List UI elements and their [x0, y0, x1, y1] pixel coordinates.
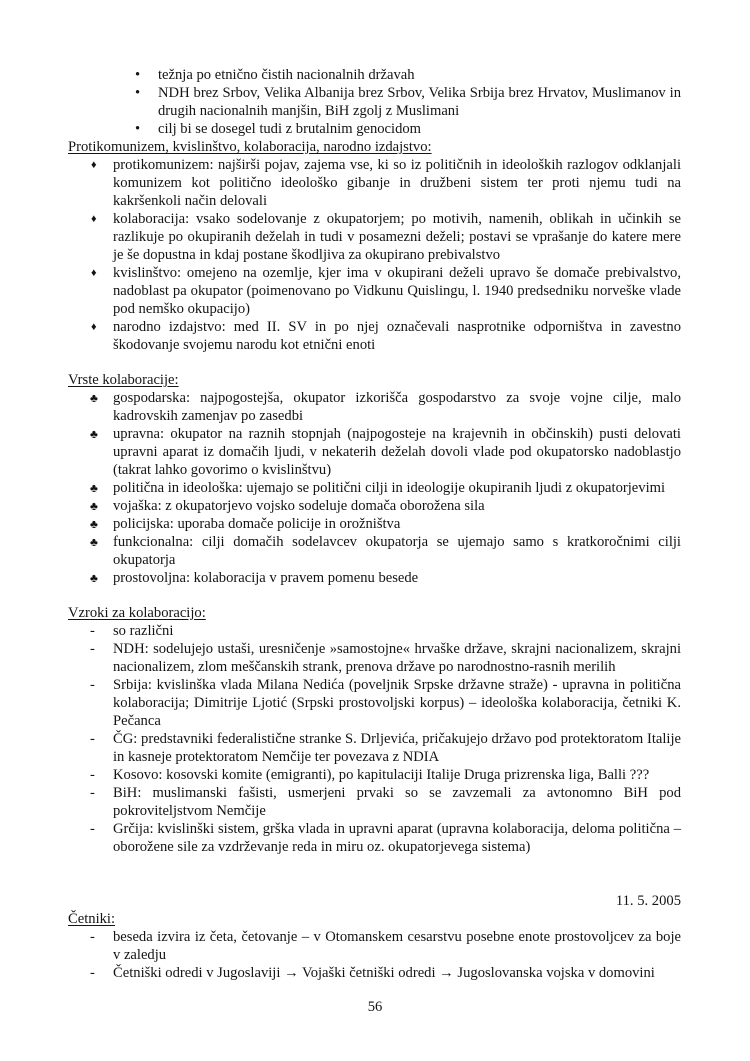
- club-bullet-icon: ♣: [90, 427, 98, 441]
- bullet-dot-icon: •: [135, 121, 141, 137]
- dash-bullet-icon: -: [90, 965, 95, 981]
- list-item: ♣ prostovoljna: kolaboracija v pravem pomenu besede: [90, 570, 419, 586]
- diamond-bullet-icon: ♦: [91, 267, 97, 279]
- page-number: 56: [367, 999, 383, 1015]
- bullet-dot-icon: •: [135, 85, 141, 101]
- list-item: - NDH: sodelujejo ustaši, uresničenje »samostojne« hrvaške države, skrajni nacionalizem, skrajni nacionalizem, zlom meščanskih strank, prenova države po narodnostno-rasnih merilih: [90, 641, 681, 675]
- document-page: [68, 66, 681, 982]
- list-item: ♦ protikomunizem: najširši pojav, zajema vse, ki so iz političnih in ideoloških razlogov odklanjali komunizem kot politično ideološko gibanje in družbeni sistem ter proti njemu tudi na kakršenkoli način delovali: [91, 157, 681, 209]
- club-bullet-icon: ♣: [90, 391, 98, 405]
- spacer: [68, 354, 681, 371]
- diamond-bullet-icon: ♦: [91, 321, 97, 333]
- section-heading-protikomunizem: Protikomunizem, kvislinštvo, kolaboracija, narodno izdajstvo:: [68, 139, 432, 155]
- list-item: - BiH: muslimanski fašisti, usmerjeni prvaki so se zavzemali za avtonomno BiH pod pokroviteljstvom Nemčije: [90, 785, 681, 819]
- bullet-dot-icon: •: [135, 67, 141, 83]
- definitions-list: [68, 156, 681, 354]
- dash-bullet-icon: -: [90, 731, 95, 747]
- dash-bullet-icon: -: [90, 821, 95, 837]
- list-item: • težnja po etnično čistih nacionalnih državah: [135, 67, 415, 83]
- list-item: ♣ politična in ideološka: ujemajo se politični cilji in ideologije okupiranih ljudi z okupatorjevimi: [90, 480, 666, 496]
- section-heading-cetniki: Četniki:: [68, 911, 116, 927]
- spacer: [68, 587, 681, 604]
- date-stamp: 11. 5. 2005: [615, 893, 681, 909]
- club-bullet-icon: ♣: [90, 481, 98, 495]
- list-item: - Srbija: kvislinška vlada Milana Nedića (poveljnik Srpske državne straže) - upravna in politična kolaboracija; Dimitrije Ljotić (Srpski prostovoljski korpus) – ideološka kolaboracija, četniki K. Pečanca: [90, 677, 681, 729]
- list-item: • NDH brez Srbov, Velika Albanija brez Srbov, Velika Srbija brez Hrvatov, Muslimanov in drugih nacionalnih manjšin, BiH zgolj z Muslimani: [135, 85, 681, 119]
- list-item: ♦ kvislinštvo: omejeno na ozemlje, kjer ima v okupirani deželi upravo še domače prebivalstvo, nadoblast pa okupator (poimenovano po Vidkunu Quislingu, l. 1940 predsedniku norveške vlade pod nemško okupacijo): [91, 265, 681, 317]
- list-item: ♣ gospodarska: najpogostejša, okupator izkorišča gospodarstvo za svoje vojne cilje, malo kadrovskih zamenjav po zasedbi: [90, 390, 681, 424]
- list-item: - Kosovo: kosovski komite (emigranti), po kapitulaciji Italije Druga prizrenska liga, Balli ???: [90, 767, 650, 783]
- section-heading-vrste-kolaboracije: Vrste kolaboracije:: [68, 372, 179, 388]
- dash-bullet-icon: -: [90, 785, 95, 801]
- list-item: - beseda izvira iz četa, četovanje – v Otomanskem cesarstvu posebne enote prostovoljcev za boje v zaledju: [90, 929, 681, 963]
- list-item: • cilj bi se dosegel tudi z brutalnim genocidom: [135, 121, 422, 137]
- causes-list: [68, 622, 681, 856]
- club-bullet-icon: ♣: [90, 517, 98, 531]
- diamond-bullet-icon: ♦: [91, 159, 97, 171]
- dash-bullet-icon: -: [90, 929, 95, 945]
- diamond-bullet-icon: ♦: [91, 213, 97, 225]
- dash-bullet-icon: -: [90, 677, 95, 693]
- cetniki-list: [68, 928, 681, 982]
- dash-bullet-icon: -: [90, 641, 95, 657]
- intro-bullet-list: [68, 66, 681, 138]
- list-item: ♦ narodno izdajstvo: med II. SV in po njej označevali nasprotnike odporništva in zavestno škodovanje svojemu narodu kot etnični enoti: [91, 319, 681, 353]
- list-item: - so različni: [90, 623, 174, 639]
- dash-bullet-icon: -: [90, 767, 95, 783]
- club-bullet-icon: ♣: [90, 571, 98, 585]
- list-item: - ČG: predstavniki federalistične stranke S. Drljevića, pričakujejo državo pod protektoratom Italije in kasneje protektoratom Nemčije ter povezava z NDIA: [90, 731, 681, 765]
- club-bullet-icon: ♣: [90, 499, 98, 513]
- list-item: ♣ vojaška: z okupatorjevo vojsko sodeluje domača oborožena sila: [90, 498, 485, 514]
- section-heading-vzroki: Vzroki za kolaboracijo:: [68, 605, 206, 621]
- spacer: [68, 856, 681, 892]
- list-item: - Četniški odredi v Jugoslaviji → Vojaški četniški odredi → Jugoslovanska vojska v domovini: [90, 965, 655, 981]
- list-item: ♣ upravna: okupator na raznih stopnjah (najpogosteje na krajevnih in občinskih) pusti delovati upravni aparat iz domačih ljudi, v nekaterih deželah dovoli vlade pod okupatorsko nadoblastjo (takrat lahko govorimo o kvislinštvu): [90, 426, 681, 478]
- dash-bullet-icon: -: [90, 623, 95, 639]
- club-bullet-icon: ♣: [90, 535, 98, 549]
- list-item: ♦ kolaboracija: vsako sodelovanje z okupatorjem; po motivih, namenih, oblikah in učinkih se razlikuje po okupiranih deželah in tudi v posamezni deželi; postavi se vprašanje do katere mere je še dopustna in kdaj postane škodljiva za okupirano prebivalstvo: [91, 211, 681, 263]
- list-item: ♣ policijska: uporaba domače policije in orožništva: [90, 516, 401, 532]
- list-item: - Grčija: kvislinški sistem, grška vlada in upravni aparat (upravna kolaboracija, deloma politična – oborožene sile za vzdrževanje reda in miru oz. okupatorjevega sistema): [90, 821, 681, 855]
- collaboration-types-list: [68, 389, 681, 587]
- list-item: ♣ funkcionalna: cilji domačih sodelavcev okupatorja se ujemajo samo s kratkoročnimi cilji okupatorja: [90, 534, 681, 568]
